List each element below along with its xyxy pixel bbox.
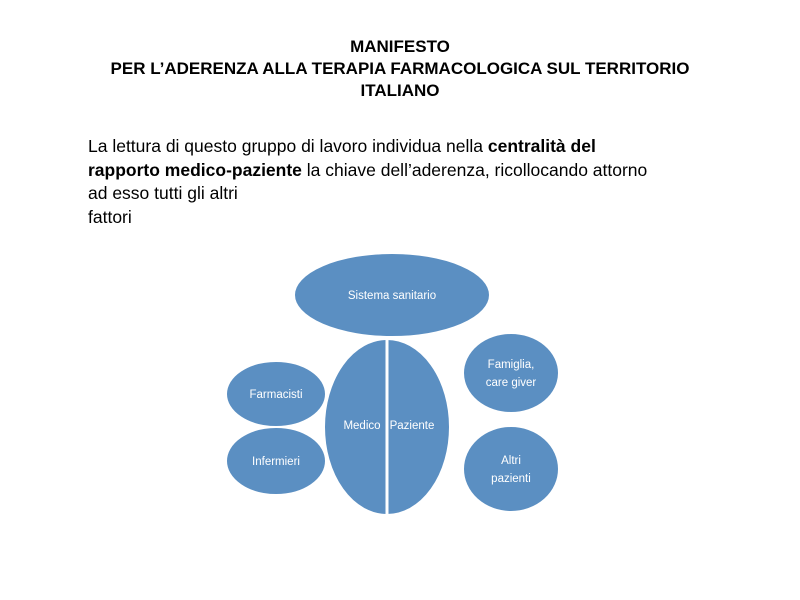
intro-text-1: La lettura di questo gruppo di lavoro individua nella [88,136,488,156]
node-famiglia-label-2: care giver [485,377,537,390]
title-line-2: PER L’ADERENZA ALLA TERAPIA FARMACOLOGICA SUL TERRITORIO [110,59,690,78]
node-farmacisti [226,361,326,427]
node-sistema-sanitario [294,253,490,337]
title-line-1: MANIFESTO [350,37,450,56]
intro-bold-1: centralità del [487,136,596,156]
node-medico-label: Medico [343,420,381,433]
node-altri-label-1: Altri [501,455,521,468]
node-medico-paziente [324,339,450,515]
title-line-3: ITALIANO [360,81,440,100]
node-farmacisti-label: Farmacisti [249,389,303,402]
node-famiglia [463,333,559,413]
node-sistema-sanitario-label: Sistema sanitario [347,290,437,303]
node-altri-label-2: pazienti [491,473,531,486]
node-altri-pazienti [463,426,559,512]
intro-line-3: ad esso tutti gli altri [88,183,238,203]
intro-text-2: la chiave dell’aderenza, ricollocando attorno [301,159,648,180]
intro-bold-2: rapporto medico-paziente [88,159,302,180]
intro-line-4: fattori [88,206,132,227]
node-famiglia-label-1: Famiglia, [487,359,535,372]
node-infermieri [226,427,326,495]
node-infermieri-label: Infermieri [252,456,300,469]
node-paziente-label: Paziente [389,420,435,433]
node-altri-pazienti-shape [463,426,559,512]
node-famiglia-shape [463,333,559,413]
